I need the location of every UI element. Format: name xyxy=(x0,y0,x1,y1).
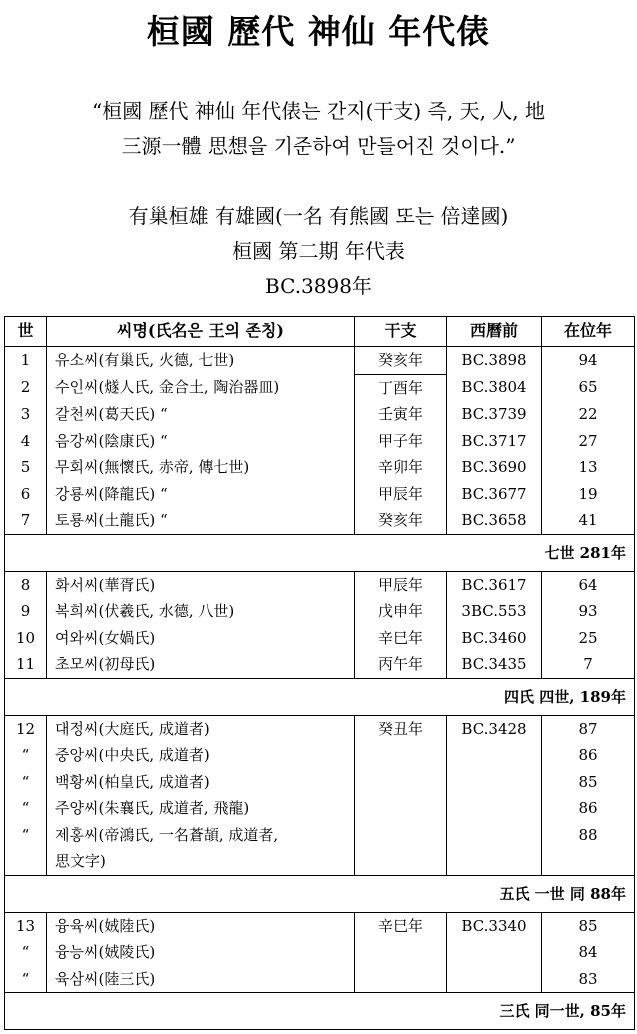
header-ganzhi: 干支 xyxy=(355,317,447,347)
generation-cell: “ xyxy=(5,939,47,966)
reign-years-cell: 83 xyxy=(542,966,635,993)
header-bc-year: 西曆前 xyxy=(447,317,542,347)
bc-year-cell: BC.3898 xyxy=(447,347,542,375)
reign-years-cell: 93 xyxy=(542,598,635,625)
table-row xyxy=(5,715,635,742)
table-row xyxy=(5,507,635,534)
table-row xyxy=(5,481,635,508)
reign-years-cell: 41 xyxy=(542,507,635,534)
reign-years-cell: 86 xyxy=(542,795,635,822)
generation-cell xyxy=(5,848,47,875)
ganzhi-cell: 癸亥年 xyxy=(355,507,447,534)
ganzhi-cell xyxy=(355,742,447,769)
table-body xyxy=(5,347,635,1030)
name-cell: 융능씨(娀陵氏) xyxy=(47,939,355,966)
ganzhi-cell xyxy=(355,848,447,875)
reign-years-cell: 13 xyxy=(542,454,635,481)
ganzhi-cell: 丙午年 xyxy=(355,651,447,678)
quote-line-1: “桓國 歷代 神仙 年代俵는 간지(干支) 즉, 天, 人, 地 xyxy=(91,99,546,123)
group-summary: 五氏 一世 同 88年 xyxy=(5,875,635,912)
ganzhi-cell: 丁酉年 xyxy=(355,374,447,401)
reign-years-cell: 87 xyxy=(542,715,635,742)
ganzhi-cell: 壬寅年 xyxy=(355,401,447,428)
reign-years-cell: 65 xyxy=(542,374,635,401)
page-title: 桓國 歷代 神仙 年代俵 xyxy=(146,12,491,51)
table-row xyxy=(5,966,635,993)
reign-years-cell: 94 xyxy=(542,347,635,375)
chronology-table xyxy=(4,316,635,1030)
generation-cell: “ xyxy=(5,822,47,849)
group-summary-row xyxy=(5,875,635,912)
generation-cell: 7 xyxy=(5,507,47,534)
ganzhi-cell xyxy=(355,795,447,822)
ganzhi-cell: 甲辰年 xyxy=(355,481,447,508)
table-row xyxy=(5,374,635,401)
bc-year-cell: BC.3340 xyxy=(447,912,542,939)
generation-cell: 6 xyxy=(5,481,47,508)
name-cell: 대정씨(大庭氏, 成道者) xyxy=(47,715,355,742)
ganzhi-cell: 辛巳年 xyxy=(355,912,447,939)
bc-year-cell: BC.3435 xyxy=(447,651,542,678)
bc-year-cell: BC.3617 xyxy=(447,571,542,598)
generation-cell: “ xyxy=(5,742,47,769)
group-summary: 四氏 四世, 189年 xyxy=(5,678,635,715)
header-reign-years: 在位年 xyxy=(542,317,635,347)
ganzhi-cell: 癸亥年 xyxy=(355,347,447,375)
reign-years-cell: 85 xyxy=(542,912,635,939)
reign-years-cell: 25 xyxy=(542,625,635,652)
reign-years-cell xyxy=(542,848,635,875)
bc-year-cell: BC.3739 xyxy=(447,401,542,428)
generation-cell: 9 xyxy=(5,598,47,625)
reign-years-cell: 22 xyxy=(542,401,635,428)
name-cell: 주양씨(朱襄氏, 成道者, 飛龍) xyxy=(47,795,355,822)
table-row xyxy=(5,598,635,625)
generation-cell: 4 xyxy=(5,428,47,455)
subtitle-line-3: BC.3898年 xyxy=(265,274,372,298)
bc-year-cell: BC.3460 xyxy=(447,625,542,652)
table-row xyxy=(5,454,635,481)
group-summary-row xyxy=(5,534,635,571)
name-cell: 思文字) xyxy=(47,848,355,875)
bc-year-cell xyxy=(447,966,542,993)
generation-cell: 3 xyxy=(5,401,47,428)
ganzhi-cell xyxy=(355,822,447,849)
table-row xyxy=(5,651,635,678)
table-row xyxy=(5,848,635,875)
bc-year-cell xyxy=(447,848,542,875)
reign-years-cell: 85 xyxy=(542,769,635,796)
name-cell: 백황씨(柏皇氏, 成道者) xyxy=(47,769,355,796)
reign-years-cell: 84 xyxy=(542,939,635,966)
bc-year-cell xyxy=(447,939,542,966)
table-row xyxy=(5,912,635,939)
subtitle-line-1: 有巢桓雄 有雄國(一名 有熊國 또는 倍達國) xyxy=(128,204,509,228)
name-cell: 강룡씨(降龍氏) “ xyxy=(47,481,355,508)
ganzhi-cell xyxy=(355,966,447,993)
bc-year-cell: BC.3804 xyxy=(447,374,542,401)
ganzhi-cell xyxy=(355,939,447,966)
bc-year-cell: BC.3658 xyxy=(447,507,542,534)
generation-cell: 1 xyxy=(5,347,47,375)
name-cell: 중앙씨(中央氏, 成道者) xyxy=(47,742,355,769)
bc-year-cell: BC.3717 xyxy=(447,428,542,455)
group-summary-row xyxy=(5,678,635,715)
name-cell: 갈천씨(葛天氏) “ xyxy=(47,401,355,428)
bc-year-cell: 3BC.553 xyxy=(447,598,542,625)
table-row xyxy=(5,742,635,769)
ganzhi-cell: 癸丑年 xyxy=(355,715,447,742)
table-row xyxy=(5,571,635,598)
bc-year-cell: BC.3677 xyxy=(447,481,542,508)
reign-years-cell: 27 xyxy=(542,428,635,455)
name-cell: 토룡씨(土龍氏) “ xyxy=(47,507,355,534)
table-row xyxy=(5,939,635,966)
bc-year-cell xyxy=(447,795,542,822)
generation-cell: “ xyxy=(5,795,47,822)
ganzhi-cell: 戊申年 xyxy=(355,598,447,625)
generation-cell: 8 xyxy=(5,571,47,598)
name-cell: 수인씨(燧人氏, 金合土, 陶治器皿) xyxy=(47,374,355,401)
group-summary: 三氏 同一世, 85年 xyxy=(5,993,635,1030)
generation-cell: “ xyxy=(5,769,47,796)
generation-cell: “ xyxy=(5,966,47,993)
group-summary-row xyxy=(5,993,635,1030)
name-cell: 복희씨(伏羲氏, 水德, 八世) xyxy=(47,598,355,625)
ganzhi-cell: 辛卯年 xyxy=(355,454,447,481)
generation-cell: 2 xyxy=(5,374,47,401)
name-cell: 화서씨(華胥氏) xyxy=(47,571,355,598)
table-row xyxy=(5,428,635,455)
generation-cell: 12 xyxy=(5,715,47,742)
reign-years-cell: 19 xyxy=(542,481,635,508)
bc-year-cell: BC.3690 xyxy=(447,454,542,481)
reign-years-cell: 86 xyxy=(542,742,635,769)
header-name: 씨명(氏名은 王의 존칭) xyxy=(47,317,355,347)
table-row xyxy=(5,625,635,652)
name-cell: 음강씨(陰康氏) “ xyxy=(47,428,355,455)
bc-year-cell xyxy=(447,742,542,769)
name-cell: 유소씨(有巢氏, 火德, 七世) xyxy=(47,347,355,375)
group-summary: 七世 281年 xyxy=(5,534,635,571)
bc-year-cell: BC.3428 xyxy=(447,715,542,742)
name-cell: 융육씨(娀陸氏) xyxy=(47,912,355,939)
generation-cell: 13 xyxy=(5,912,47,939)
ganzhi-cell: 甲子年 xyxy=(355,428,447,455)
bc-year-cell xyxy=(447,769,542,796)
reign-years-cell: 88 xyxy=(542,822,635,849)
reign-years-cell: 7 xyxy=(542,651,635,678)
bc-year-cell xyxy=(447,822,542,849)
reign-years-cell: 64 xyxy=(542,571,635,598)
ganzhi-cell: 辛巳年 xyxy=(355,625,447,652)
header-generation: 世 xyxy=(5,317,47,347)
generation-cell: 11 xyxy=(5,651,47,678)
name-cell: 제홍씨(帝鴻氏, 一名蒼頡, 成道者, xyxy=(47,822,355,849)
quote-line-2: 三源一體 思想을 기준하여 만들어진 것이다.” xyxy=(121,134,516,158)
name-cell: 무회씨(無懷氏, 赤帝, 傳七世) xyxy=(47,454,355,481)
table-row xyxy=(5,347,635,375)
generation-cell: 5 xyxy=(5,454,47,481)
name-cell: 초모씨(初母氏) xyxy=(47,651,355,678)
table-header-row xyxy=(5,317,635,347)
table-row xyxy=(5,795,635,822)
table-row xyxy=(5,822,635,849)
name-cell: 육삼씨(陸三氏) xyxy=(47,966,355,993)
ganzhi-cell: 甲辰年 xyxy=(355,571,447,598)
table-row xyxy=(5,401,635,428)
ganzhi-cell xyxy=(355,769,447,796)
table-row xyxy=(5,769,635,796)
name-cell: 여와씨(女媧氏) xyxy=(47,625,355,652)
generation-cell: 10 xyxy=(5,625,47,652)
subtitle-line-2: 桓國 第二期 年代表 xyxy=(232,239,405,263)
